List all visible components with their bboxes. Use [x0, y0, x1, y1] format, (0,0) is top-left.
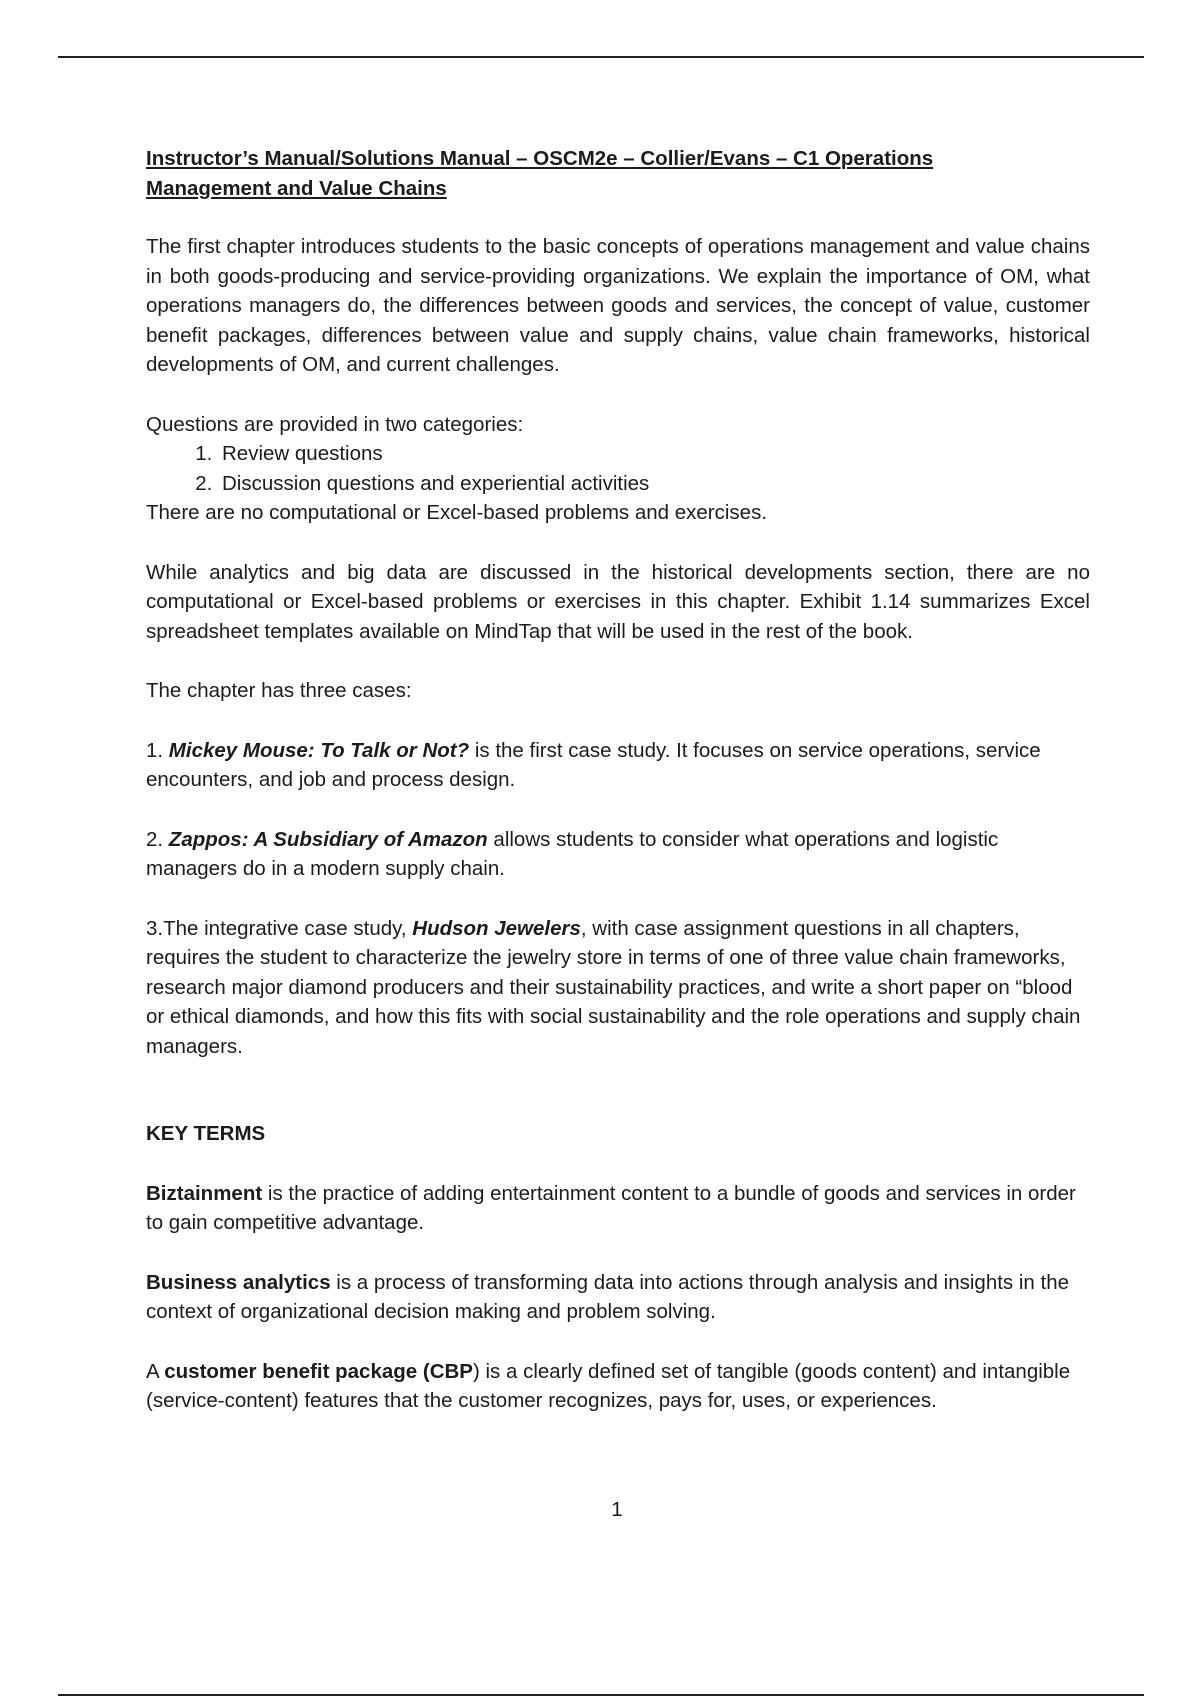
case-prefix: 1.	[146, 738, 169, 762]
term-customer-benefit-package	[146, 1357, 1090, 1416]
term-definition: is the practice of adding entertainment content to a bundle of goods and services in order to gain competitive advantage.	[146, 1181, 1076, 1234]
case-title: Hudson Jewelers	[412, 916, 581, 940]
case-title: Mickey Mouse: To Talk or Not?	[168, 738, 470, 762]
question-categories-list	[146, 439, 1090, 498]
case-1	[146, 736, 1090, 795]
case-title: Zappos: A Subsidiary of Amazon	[168, 827, 488, 851]
header-rule	[58, 56, 1144, 58]
intro-paragraph: The first chapter introduces students to the basic concepts of operations management and value chains in both goods-producing and service-providing organizations. We explain the importance of OM, what operations managers do, the differences between goods and services, the concept of value, customer benefit packages, differences between value and supply chains, value chain frameworks, historical developments of OM, and current challenges.	[146, 235, 1090, 376]
term-name: Biztainment	[146, 1181, 263, 1205]
case-text: , with case assignment questions in all chapters, requires the student to characterize the jewelry store in terms of one of three value chain frameworks, research major diamond producers and their sustainability practices, and write a short paper on “blood or ethical diamonds, and how this fits with social sustainability and the role operations and supply chain managers.	[146, 916, 1081, 1058]
term-biztainment	[146, 1179, 1090, 1238]
term-prefix: A	[146, 1359, 165, 1383]
term-definition: is a process of transforming data into actions through analysis and insights in the context of organizational decision making and problem solving.	[146, 1270, 1070, 1323]
term-business-analytics	[146, 1268, 1090, 1327]
page-number: 1	[611, 1498, 623, 1521]
case-prefix: 2.	[146, 827, 169, 851]
key-terms-heading: KEY TERMS	[146, 1122, 266, 1145]
title-line-2: Management and Value Chains	[146, 176, 447, 200]
document-title	[146, 144, 1090, 203]
case-2	[146, 825, 1090, 884]
case-prefix: 3.The integrative case study,	[146, 916, 413, 940]
questions-section	[146, 410, 1090, 528]
case-3	[146, 914, 1090, 1062]
case-text: allows students to consider what operations and logistic managers do in a modern supply chain.	[146, 827, 999, 880]
questions-intro: Questions are provided in two categories:	[146, 412, 524, 436]
cases-intro: The chapter has three cases:	[146, 679, 412, 702]
list-item: 2. Discussion questions and experiential activities	[218, 469, 1090, 499]
title-line-1: Instructor’s Manual/Solutions Manual – OSCM2e – Collier/Evans – C1 Operations	[146, 147, 934, 170]
no-problems-note: There are no computational or Excel-based problems and exercises.	[146, 501, 768, 524]
list-item: 1. Review questions	[218, 439, 1090, 469]
term-name: Business analytics	[146, 1270, 331, 1294]
term-name: customer benefit package (CBP	[164, 1359, 473, 1383]
term-definition: ) is a clearly defined set of tangible (goods content) and intangible (service-content) features that the customer recognizes, pays for, uses, or experiences.	[146, 1359, 1071, 1412]
footer-rule	[58, 1694, 1144, 1696]
analytics-paragraph: While analytics and big data are discussed in the historical developments section, there are no computational or Excel-based problems or exercises in this chapter. Exhibit 1.14 summarizes Excel spreadsheet templates available on MindTap that will be used in the rest of the book.	[146, 560, 1090, 643]
document-body	[146, 144, 1090, 1446]
case-text: is the first case study. It focuses on service operations, service encounters, and job and process design.	[146, 738, 1041, 791]
